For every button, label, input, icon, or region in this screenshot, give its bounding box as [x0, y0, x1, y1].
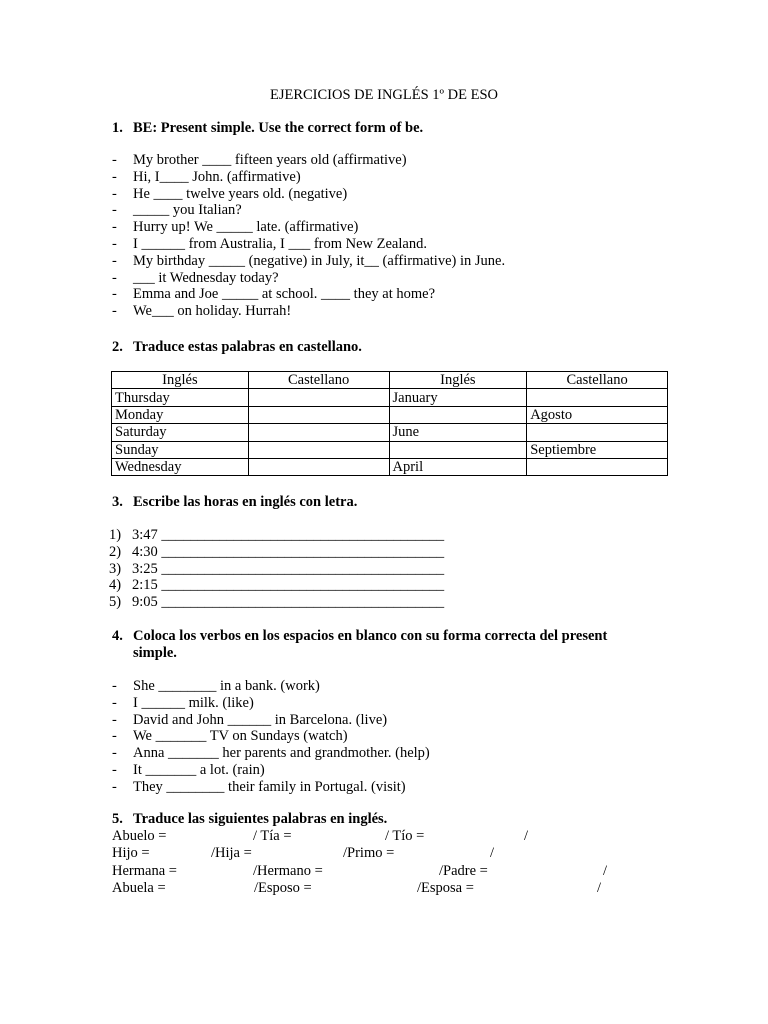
bullet-dash: - — [112, 303, 117, 320]
table-cell: June — [389, 424, 527, 441]
table-cell — [248, 441, 389, 458]
section-title — [133, 628, 653, 662]
family-word: Hijo = — [112, 845, 150, 862]
table-cell — [248, 424, 389, 441]
bullet-dash: - — [112, 202, 117, 219]
bullet-dash: - — [112, 235, 117, 252]
section-title: Traduce las siguientes palabras en inglés. — [133, 811, 388, 827]
family-word: /Hija = — [211, 845, 252, 862]
item-number: 2) — [109, 543, 122, 560]
bullet-dash: - — [112, 269, 117, 286]
bullet-dash: - — [112, 185, 117, 202]
table-cell — [527, 389, 668, 406]
section-number: 4. — [112, 628, 123, 644]
bullet-dash: - — [112, 778, 117, 795]
bullet-dash: - — [112, 728, 117, 745]
section-number: 1. — [112, 120, 123, 136]
table-cell: Saturday — [112, 424, 249, 441]
time-prompt: 4:30 _______________________________________ — [132, 543, 445, 560]
section-number: 3. — [112, 494, 123, 510]
table-cell — [248, 458, 389, 475]
bullet-dash: - — [112, 745, 117, 762]
exercise-sentence: Hi, I____ John. (affirmative) — [133, 168, 301, 185]
family-word: Abuela = — [112, 880, 166, 897]
time-prompt: 3:25 _______________________________________ — [132, 560, 445, 577]
page-title: EJERCICIOS DE INGLÉS 1º DE ESO — [269, 87, 499, 103]
column-header: Castellano — [527, 372, 668, 389]
item-number: 4) — [109, 577, 122, 594]
family-word: Abuelo = — [112, 828, 167, 844]
section-title: Traduce estas palabras en castellano. — [133, 339, 362, 355]
bullet-dash: - — [112, 286, 117, 303]
table-cell: Septiembre — [527, 441, 668, 458]
exercise-sentence: Emma and Joe _____ at school. ____ they at home? — [133, 286, 436, 303]
bullet-dash: - — [112, 219, 117, 236]
family-word: /Primo = — [343, 845, 395, 862]
exercise-sentence: I ______ from Australia, I ___ from New Zealand. — [133, 235, 427, 252]
bullet-dash: - — [112, 152, 117, 168]
family-word: / — [603, 862, 608, 879]
exercise-sentence: We___ on holiday. Hurrah! — [133, 303, 292, 320]
table-cell: Sunday — [112, 441, 249, 458]
item-number: 1) — [109, 527, 122, 543]
section-title: BE: Present simple. Use the correct form of be. — [133, 120, 424, 136]
vocabulary-table — [111, 371, 668, 476]
exercise-sentence: He ____ twelve years old. (negative) — [133, 185, 348, 202]
exercise-sentence: ___ it Wednesday today? — [133, 269, 279, 286]
family-row — [112, 845, 672, 862]
table-cell — [527, 424, 668, 441]
table-row — [112, 424, 668, 441]
section-title: Escribe las horas en inglés con letra. — [133, 494, 358, 510]
item-number: 5) — [109, 594, 122, 611]
family-word: / — [524, 828, 529, 844]
table-cell: Monday — [112, 406, 249, 423]
section-title-line-2: simple. — [133, 644, 177, 661]
time-prompt: 3:47 _______________________________________ — [132, 527, 445, 543]
table-row — [112, 441, 668, 458]
family-word: /Esposa = — [417, 880, 474, 897]
family-word: /Padre = — [439, 862, 488, 879]
exercise-sentence: I ______ milk. (like) — [133, 694, 254, 711]
table-row — [112, 389, 668, 406]
family-words-grid — [112, 828, 672, 898]
family-row — [112, 863, 672, 880]
table-cell — [389, 441, 527, 458]
family-word: Hermana = — [112, 862, 177, 879]
family-word: / — [597, 880, 602, 897]
family-row — [112, 828, 672, 845]
family-word: / — [490, 845, 495, 862]
bullet-dash: - — [112, 168, 117, 185]
family-word: /Hermano = — [253, 862, 323, 879]
table-cell — [527, 458, 668, 475]
item-number: 3) — [109, 560, 122, 577]
exercise-sentence: David and John ______ in Barcelona. (live) — [133, 711, 388, 728]
table-header-row — [112, 372, 668, 389]
family-row — [112, 880, 672, 897]
exercise-sentence: Anna _______ her parents and grandmother. (help) — [133, 745, 430, 762]
table-cell: April — [389, 458, 527, 475]
exercise-sentence: We _______ TV on Sundays (watch) — [133, 728, 348, 745]
bullet-dash: - — [112, 694, 117, 711]
table-row — [112, 406, 668, 423]
section-number: 2. — [112, 339, 123, 355]
exercise-sentence: My brother ____ fifteen years old (affirmative) — [133, 152, 407, 168]
table-cell — [248, 389, 389, 406]
bullet-dash: - — [112, 761, 117, 778]
section-title-line-1: Coloca los verbos en los espacios en blanco con su forma correcta del present — [133, 628, 608, 644]
exercise-sentence: They ________ their family in Portugal. (visit) — [133, 778, 406, 795]
section-number: 5. — [112, 811, 123, 827]
family-word: / Tía = — [253, 828, 292, 844]
table-cell: January — [389, 389, 527, 406]
column-header: Inglés — [112, 372, 249, 389]
family-word: / Tío = — [385, 828, 425, 844]
table-cell — [389, 406, 527, 423]
exercise-sentence: My birthday _____ (negative) in July, it__ (affirmative) in June. — [133, 252, 506, 269]
time-prompt: 9:05 _______________________________________ — [132, 594, 445, 611]
time-prompt: 2:15 _______________________________________ — [132, 577, 445, 594]
column-header: Inglés — [389, 372, 527, 389]
bullet-dash: - — [112, 678, 117, 694]
exercise-sentence: _____ you Italian? — [133, 202, 242, 219]
exercise-sentence: She ________ in a bank. (work) — [133, 678, 320, 694]
table-cell: Agosto — [527, 406, 668, 423]
column-header: Castellano — [248, 372, 389, 389]
table-cell: Thursday — [112, 389, 249, 406]
exercise-sentence: Hurry up! We _____ late. (affirmative) — [133, 219, 359, 236]
table-cell — [248, 406, 389, 423]
exercise-sentence: It _______ a lot. (rain) — [133, 761, 265, 778]
family-word: /Esposo = — [254, 880, 312, 897]
bullet-dash: - — [112, 711, 117, 728]
table-row — [112, 458, 668, 475]
table-cell: Wednesday — [112, 458, 249, 475]
bullet-dash: - — [112, 252, 117, 269]
